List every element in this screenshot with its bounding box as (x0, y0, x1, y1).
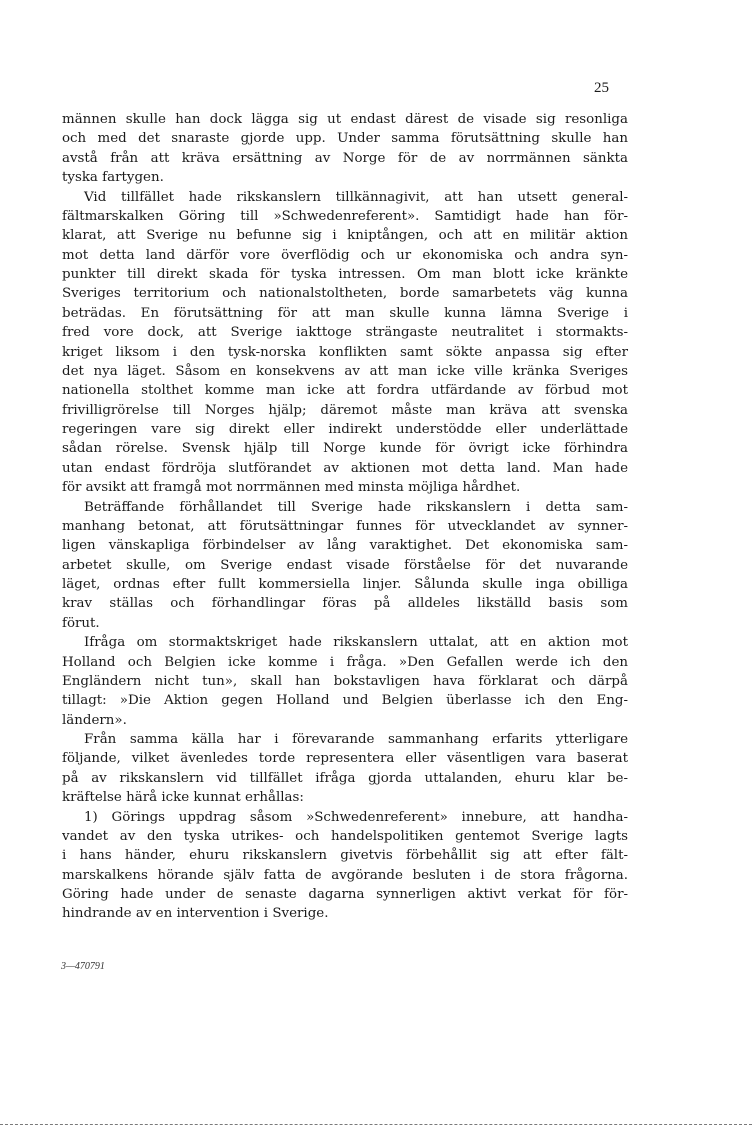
text-line: manhang betonat, att förutsättningar funnes för utvecklandet av synner- (62, 518, 628, 534)
text-line: marskalkens hörande själv fatta de avgörande besluten i de stora frågorna. (62, 867, 628, 883)
text-line: fältmarskalken Göring till »Schwedenreferent». Samtidigt hade han för- (62, 208, 628, 224)
text-line: tyska fartygen. (62, 170, 164, 186)
text-line: fred vore dock, att Sverige iakttoge strängaste neutralitet i stormakts- (62, 325, 628, 341)
text-line: beträdas. En förutsättning för att man skulle kunna lämna Sverige i (62, 305, 628, 321)
text-line: tillagt: »Die Aktion gegen Holland und Belgien überlasse ich den Eng- (62, 693, 628, 709)
text-line: utan endast fördröja slutförandet av aktionen mot detta land. Man hade (62, 460, 628, 476)
text-line: Vid tillfället hade rikskanslern tillkännagivit, att han utsett general- (84, 189, 628, 205)
text-line: Holland och Belgien icke komme i fråga. »Den Gefallen werde ich den (62, 654, 628, 670)
page-number: 25 (594, 80, 609, 96)
text-line: ligen vänskapliga förbindelser av lång varaktighet. Det ekonomiska sam- (62, 538, 628, 554)
text-line: ländern». (62, 712, 127, 728)
text-line: nationella stolthet komme man icke att fordra utfärdande av förbud mot (62, 383, 628, 399)
text-line: 1) Görings uppdrag såsom »Schwedenreferent» innebure, att handha- (84, 809, 628, 825)
text-line: avstå från att kräva ersättning av Norge för de av norrmännen sänkta (62, 150, 628, 166)
text-line: vandet av den tyska utrikes- och handelspolitiken gentemot Sverige lagts (62, 828, 628, 844)
text-line: för avsikt att framgå mot norrmännen med minsta möjliga hårdhet. (62, 480, 521, 496)
text-line: hindrande av en intervention i Sverige. (62, 906, 329, 922)
text-line: sådan rörelse. Svensk hjälp till Norge kunde för övrigt icke förhindra (62, 441, 628, 457)
body-text (62, 110, 628, 924)
text-line: Sveriges territorium och nationalstoltheten, borde samarbetets väg kunna (62, 286, 628, 302)
text-line: männen skulle han dock lägga sig ut endast därest de visade sig resonliga (62, 112, 628, 127)
text-line: Engländern nicht tun», skall han bokstavligen hava förklarat och därpå (62, 673, 628, 689)
text-line: på av rikskanslern vid tillfället ifråga gjorda uttalanden, ehuru klar be- (62, 770, 628, 786)
text-line: läget, ordnas efter fullt kommersiella linjer. Sålunda skulle inga obilliga (62, 577, 628, 592)
text-line: Från samma källa har i förevarande sammanhang erfarits ytterligare (84, 732, 628, 747)
text-line: krav ställas och förhandlingar föras på alldeles likställd basis som (62, 596, 628, 612)
text-line: i hans händer, ehuru rikskanslern givetvis förbehållit sig att efter fält- (62, 848, 628, 864)
text-line: punkter till direkt skada för tyska intressen. Om man blott icke kränkte (62, 267, 628, 282)
text-line: frivilligrörelse till Norges hjälp; däremot måste man kräva att svenska (62, 402, 628, 418)
text-line: Göring hade under de senaste dagarna synnerligen aktivt verkat för för- (62, 887, 628, 902)
text-line: kriget liksom i den tysk-norska konflikten samt sökte anpassa sig efter (62, 344, 628, 360)
text-line: Ifråga om stormaktskriget hade rikskanslern uttalat, att en aktion mot (84, 635, 628, 651)
text-line: Beträffande förhållandet till Sverige hade rikskanslern i detta sam- (84, 499, 628, 515)
text-line: regeringen vare sig direkt eller indirekt understödde eller underlättade (62, 422, 628, 437)
text-line: mot detta land därför vore överflödig och ur ekonomiska och andra syn- (62, 247, 628, 263)
text-line: arbetet skulle, om Sverige endast visade förståelse för det nuvarande (62, 557, 628, 573)
footer-print-code: 3—470791 (61, 961, 105, 972)
text-line: följande, vilket ävenledes torde representera eller väsentligen vara baserat (62, 751, 628, 767)
bottom-edge-rule (0, 1124, 752, 1125)
text-line: klarat, att Sverige nu befunne sig i kniptången, och att en militär aktion (62, 228, 628, 244)
text-line: förut. (62, 615, 100, 631)
text-line: och med det snaraste gjorde upp. Under samma förutsättning skulle han (62, 131, 628, 147)
text-line: kräftelse härå icke kunnat erhållas: (62, 790, 304, 806)
text-line: det nya läget. Såsom en konsekvens av att man icke ville kränka Sveriges (62, 363, 628, 379)
